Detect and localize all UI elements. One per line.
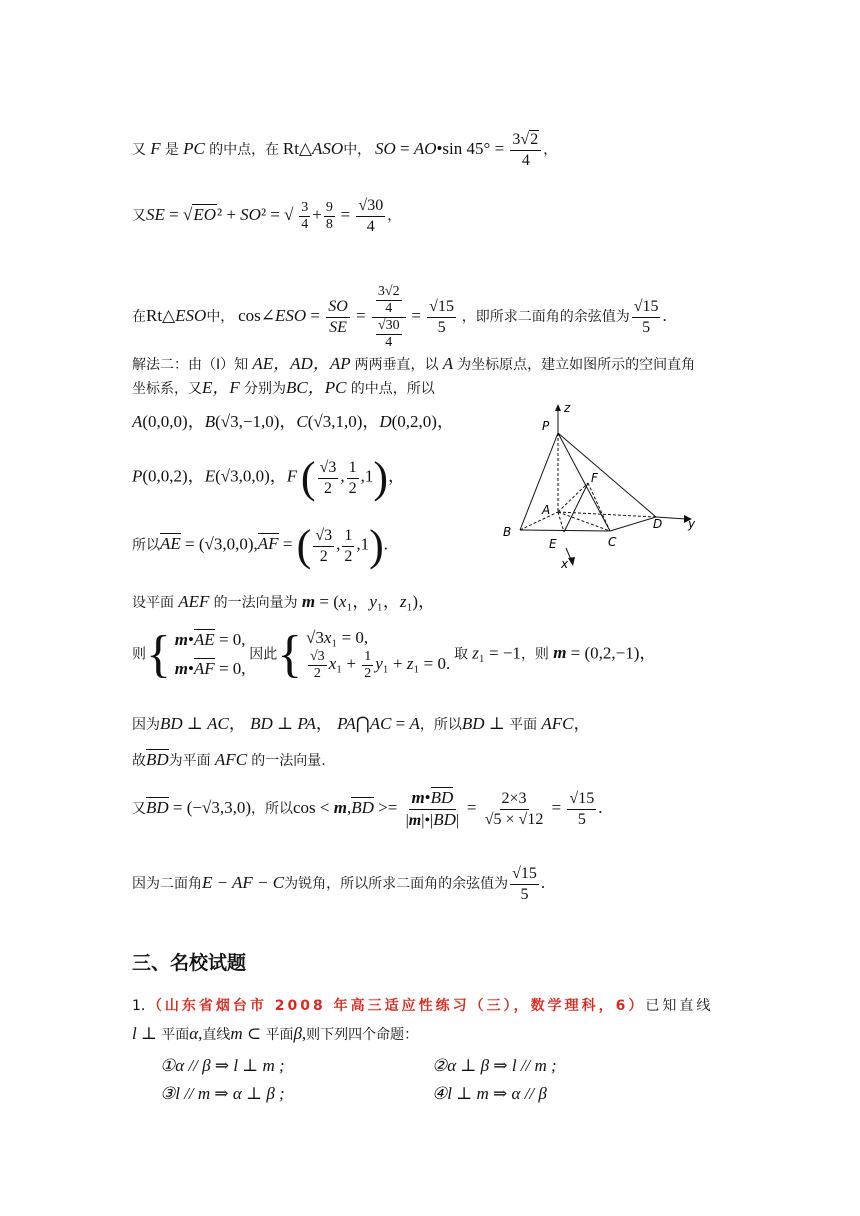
- fraction: $\frac{3√2}{4}$: [510, 130, 541, 171]
- label-y: y: [688, 517, 696, 531]
- bd-perp-line: 因为BD ⊥ AC， BD ⊥ PA， PA⋂AC = A，所以BD ⊥ 平面 AFC，: [132, 714, 591, 733]
- coords-pef: P(0,0,2)，E(√3,0,0)，F ( $\frac{√3}{2}$ , $\frac{1}{2}$ ,1)，: [132, 453, 405, 502]
- vectors-ae-af: 所以AE = (√3,0,0),AF = ( $\frac{√3}{2}$ , $\frac{1}{2}$ ,1).: [132, 521, 388, 570]
- option-1: ①α // β ⇒ l ⊥ m ;: [160, 1056, 285, 1075]
- question-source: （山东省烟台市 2008 年高三适应性练习（三），数学理科，6）: [154, 998, 646, 1014]
- line-se: 又SE = √EO² + SO² = √ $\frac{3}{4}$ + $\frac{9}{8}$ = $\frac{√30}{4}$ ，: [132, 197, 402, 235]
- coordinate-figure: [498, 400, 718, 580]
- normal-vector-line: 设平面 AEF 的一法向量为 m = (x₁，y₁，z₁)，: [132, 592, 436, 611]
- line-so: 又 F 是 PC 的中点，在 Rt△ASO中， SO = AO•sin 45° = $\frac{3√2}{4}$ ，: [132, 131, 558, 169]
- label-p: P: [542, 419, 550, 433]
- label-a: A: [542, 503, 551, 517]
- label-f: F: [591, 471, 598, 485]
- label-b: B: [503, 525, 512, 539]
- label-d: D: [653, 517, 663, 531]
- bd-normal-line: 故BD为平面 AFC 的一法向量.: [132, 750, 326, 769]
- line-cos-eso: 在Rt△ESO中， cos∠ESO = $\frac{SO}{SE}$ = $\frac{\frac{3√2}{4}}{\frac{√30}{4}}$ = $\frac{√15}{5}$ ，即所求二面角的余弦值为 $\frac{√15}{5}$ .: [132, 284, 667, 350]
- option-4: ④l ⊥ m ⇒ α // β: [432, 1084, 547, 1103]
- question-1: 1．（山东省烟台市 2008 年高三适应性练习（三），数学理科，6）已知直线: [132, 998, 714, 1014]
- label-e: E: [549, 537, 557, 551]
- coords-abcd: A(0,0,0)，B(√3,−1,0)，C(√3,1,0)，D(0,2,0)，: [132, 412, 454, 431]
- method-two-line2: 坐标系，又E，F 分别为BC，PC 的中点，所以: [132, 378, 435, 397]
- option-3: ③l // m ⇒ α ⊥ β ;: [160, 1084, 285, 1103]
- conclusion-line: 因为二面角E − AF − C为锐角，所以所求二面角的余弦值为 $\frac{√15}{5}$ .: [132, 865, 546, 903]
- label-c: C: [608, 535, 617, 549]
- method-two-line: 解法二：由（Ⅰ）知 AE，AD，AP 两两垂直，以 A 为坐标原点，建立如图所示的空间直角: [132, 354, 696, 373]
- label-z: z: [564, 401, 571, 415]
- option-2: ②α ⊥ β ⇒ l // m ;: [432, 1056, 557, 1075]
- section-heading: 三、名校试题: [132, 952, 247, 974]
- cos-angle-line: 又BD = (−√3,3,0)，所以cos < m,BD >= $\frac{m•BD}{|m|•|BD|}$ = $\frac{2\times 3}{√5 \times √12}$ = $\frac{√15}{5}$ .: [132, 788, 603, 829]
- question-condition: l ⊥ 平面α,直线m ⊂ 平面β,则下列四个命题：: [132, 1024, 419, 1043]
- label-x: x: [561, 557, 569, 571]
- system-line: 则{ m•AE = 0, m•AF = 0, 因此{ √3x₁ = 0, $\frac{√3}{2}$ x₁ + $\frac{1}{2}$ y₁ + z₁ = 0. 取 z₁ = −1，则 m = (0,2,−1)，: [132, 626, 657, 683]
